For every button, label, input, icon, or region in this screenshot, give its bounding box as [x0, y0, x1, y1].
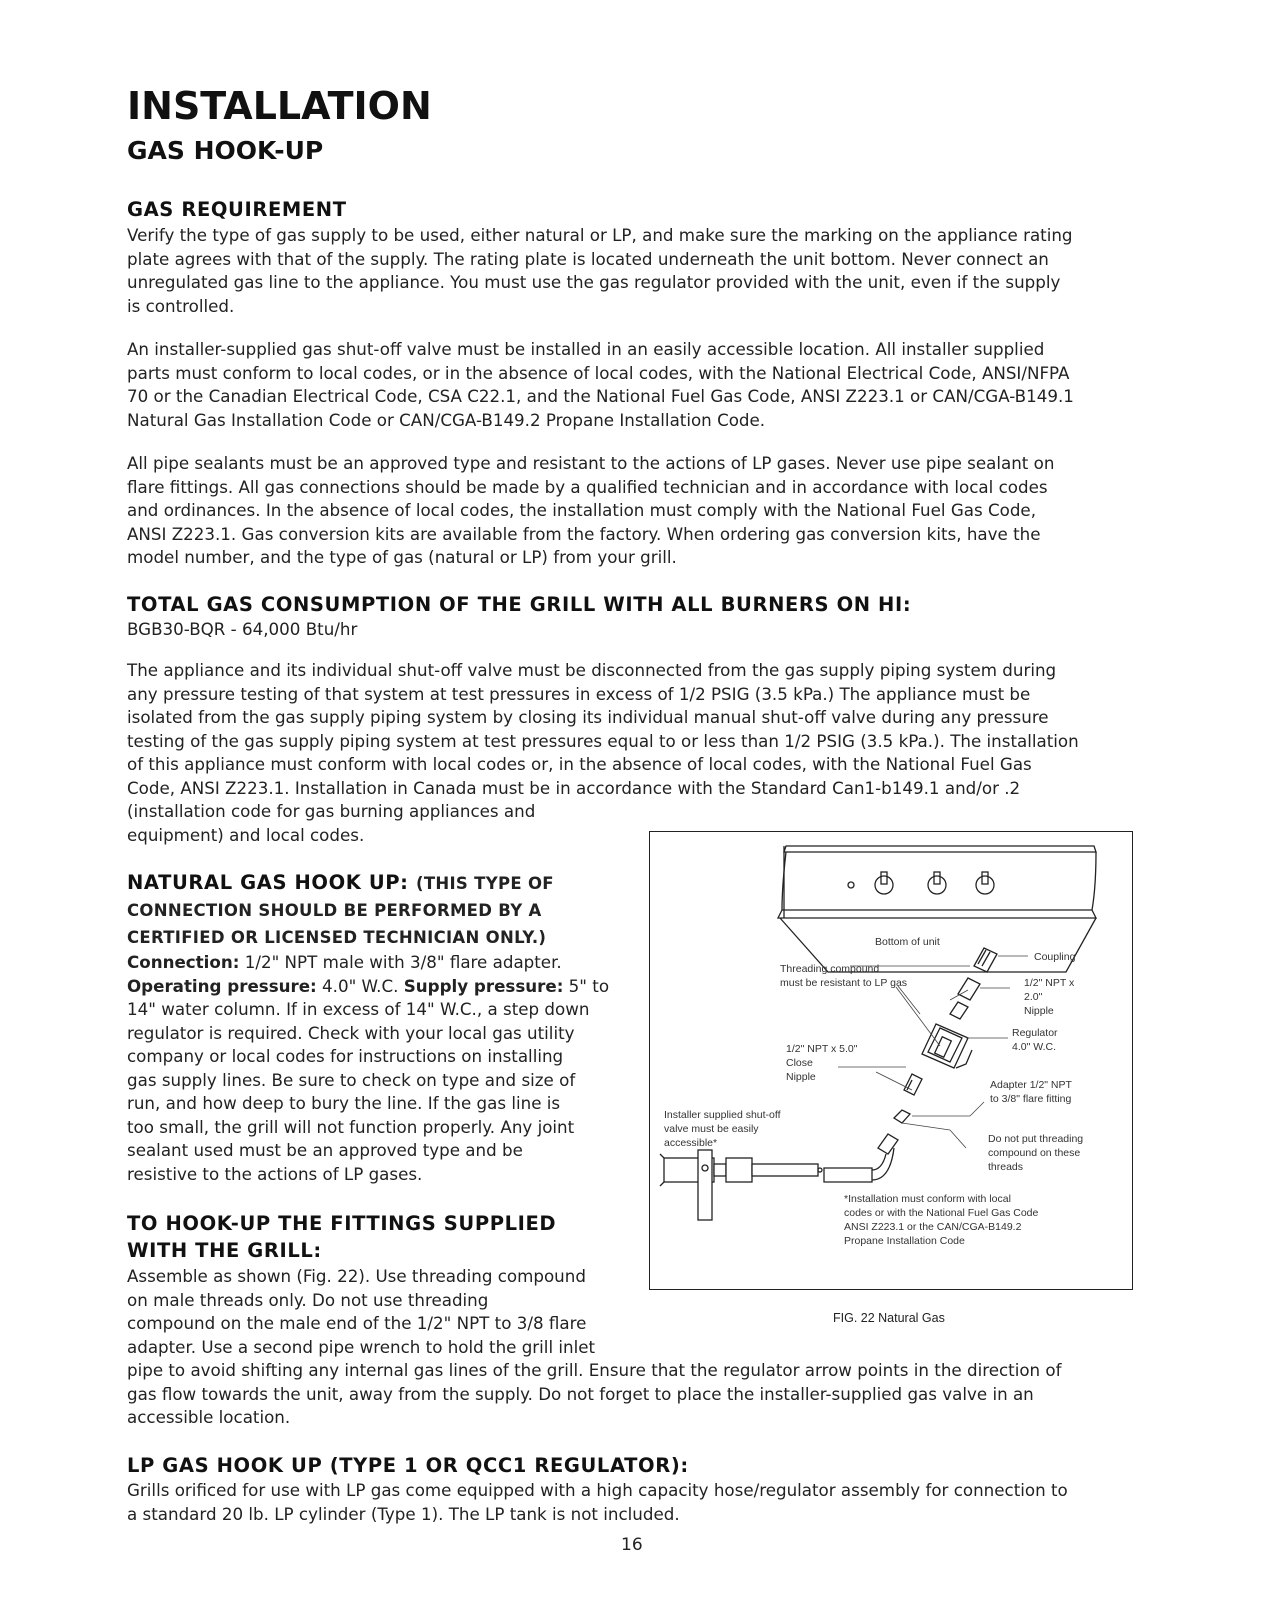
text-line: gas supply lines. Be sure to check on type and size of — [127, 1069, 576, 1090]
text-line: isolated from the gas supply piping system by closing its individual manual shut-off valve during any pressure — [127, 707, 1049, 727]
control-knobs — [848, 872, 994, 894]
coupling-fitting — [974, 948, 997, 972]
label-adapter-1: Adapter 1/2" NPT — [990, 1079, 1072, 1091]
connection-label: Connection: — [127, 952, 240, 972]
text-line: too small, the grill will not function properly. Any joint — [127, 1116, 575, 1137]
text-line: flare fittings. All gas connections should be made by a qualified technician and in accordance with local codes — [127, 476, 1048, 497]
label-shutoff-2: valve must be easily — [664, 1123, 759, 1135]
label-no-threading-1: Do not put threading — [988, 1133, 1084, 1145]
label-threading-compound-2: must be resistant to LP gas — [780, 977, 908, 989]
text-line: pipe to avoid shifting any internal gas lines of the grill. Ensure that the regulator arrow points in the direction of — [127, 1360, 1062, 1380]
gas-requirement-para-3 — [127, 452, 1137, 570]
install-note-1: *Installation must conform with local — [844, 1193, 1011, 1205]
operating-pressure-value: 4.0" W.C. — [316, 975, 404, 996]
nipple-2in — [950, 978, 980, 1019]
text-line: gas flow towards the unit, away from the supply. Do not forget to place the installer-supplied gas valve in an — [127, 1383, 1034, 1404]
natural-gas-body — [127, 951, 647, 1186]
label-shutoff-1: Installer supplied shut-off — [664, 1109, 781, 1121]
gas-hookup-diagram — [650, 832, 1131, 1288]
text-line: Assemble as shown (Fig. 22). Use threading compound — [127, 1266, 586, 1286]
label-regulator: Regulator — [1012, 1027, 1058, 1039]
label-npt-nipple-1: 1/2" NPT x — [1024, 977, 1075, 989]
text-line: is controlled. — [127, 295, 235, 316]
natural-gas-heading — [127, 869, 647, 951]
natural-gas-heading-note-2: CONNECTION SHOULD BE PERFORMED BY A — [127, 901, 542, 920]
label-shutoff-3: accessible* — [664, 1137, 718, 1149]
text-line: 14" water column. If in excess of 14" W.C., a step down — [127, 999, 590, 1019]
label-coupling: Coupling — [1034, 951, 1076, 963]
install-note-4: Propane Installation Code — [844, 1235, 965, 1247]
label-threading-compound: Threading compound — [780, 963, 880, 975]
page-title: INSTALLATION — [127, 84, 432, 128]
lp-gas-body — [127, 1479, 1137, 1526]
text-line: adapter. Use a second pipe wrench to hold the grill inlet — [127, 1336, 596, 1357]
text-line: model number, and the type of gas (natural or LP) from your grill. — [127, 547, 677, 567]
gas-requirement-para-1 — [127, 224, 1137, 318]
text-line: sealant used must be an approved type and be — [127, 1140, 523, 1160]
text-line: ANSI Z223.1. Gas conversion kits are available from the factory. When ordering gas conversion kits, have the — [127, 523, 1041, 544]
regulator-body — [922, 1024, 972, 1068]
pressure-testing-para — [127, 659, 1137, 847]
flare-elbow — [824, 1134, 898, 1182]
close-nipple-5in — [904, 1074, 922, 1095]
install-note-3: ANSI Z223.1 or the CAN/CGA-B149.2 — [844, 1221, 1022, 1233]
label-no-threading-2: compound on these — [988, 1147, 1081, 1159]
text-line: Code, ANSI Z223.1. Installation in Canada must be in accordance with the Standard Can1-b149.1 and/or .2 — [127, 777, 1021, 798]
natural-gas-heading-note: (THIS TYPE OF — [415, 874, 554, 893]
fittings-heading-line-2: WITH THE GRILL: — [127, 1239, 322, 1262]
model-consumption: BGB30-BQR - 64,000 Btu/hr — [127, 619, 358, 639]
label-bottom-of-unit: Bottom of unit — [875, 936, 940, 948]
install-note-2: codes or with the National Fuel Gas Code — [844, 1207, 1039, 1219]
text-line: any pressure testing of that system at test pressures in excess of 1/2 PSIG (3.5 kPa.) The appliance must be — [127, 683, 1031, 704]
text-line: An installer-supplied gas shut-off valve must be installed in an easily accessible location. All installer supplied — [127, 339, 1045, 359]
text-line: The appliance and its individual shut-off valve must be disconnected from the gas supply piping system during — [127, 660, 1057, 680]
page-subtitle: GAS HOOK-UP — [127, 136, 324, 165]
text-line: parts must conform to local codes, or in the absence of local codes, with the National Electrical Code, ANSI/NFPA — [127, 362, 1070, 383]
label-npt-nipple-2: 2.0" — [1024, 991, 1043, 1003]
natural-gas-heading-note-3: CERTIFIED OR LICENSED TECHNICIAN ONLY.) — [127, 928, 547, 947]
text-line: plate agrees with that of the supply. The rating plate is located underneath the unit bottom. Never connect an — [127, 248, 1049, 269]
text-line: compound on the male end of the 1/2" NPT to 3/8 flare — [127, 1313, 587, 1333]
lp-gas-heading: LP GAS HOOK UP (TYPE 1 OR QCC1 REGULATOR): — [127, 1454, 689, 1477]
total-gas-heading: TOTAL GAS CONSUMPTION OF THE GRILL WITH ALL BURNERS ON HI: — [127, 593, 912, 616]
text-line: testing of the gas supply piping system at test pressures equal to or less than 1/2 PSIG (3.5 kPa.). The installation — [127, 730, 1079, 751]
label-close-nipple-1: 1/2" NPT x 5.0" — [786, 1043, 858, 1055]
fittings-heading — [127, 1210, 647, 1264]
operating-pressure-label: Operating pressure: — [127, 975, 317, 996]
label-regulator-wc: 4.0" W.C. — [1012, 1041, 1056, 1053]
text-line: (installation code for gas burning appliances and — [127, 801, 536, 821]
label-npt-nipple-3: Nipple — [1024, 1005, 1054, 1017]
gas-requirement-heading: GAS REQUIREMENT — [127, 198, 347, 221]
text-line: regulator is required. Check with your local gas utility — [127, 1022, 575, 1043]
text-line: on male threads only. Do not use threading — [127, 1289, 489, 1310]
text-line: equipment) and local codes. — [127, 824, 365, 845]
figure-22-natural-gas — [649, 831, 1133, 1290]
text-line: accessible location. — [127, 1407, 291, 1427]
supply-pressure-value: 5" to — [563, 975, 610, 996]
label-close-nipple-3: Nipple — [786, 1071, 816, 1083]
label-adapter-2: to 3/8" flare fitting — [990, 1093, 1072, 1105]
text-line: of this appliance must conform with local codes or, in the absence of local codes, with the National Fuel Gas — [127, 754, 1032, 774]
text-line: run, and how deep to bury the line. If the gas line is — [127, 1093, 561, 1113]
text-line: Grills orificed for use with LP gas come equipped with a high capacity hose/regulator assembly for connection to — [127, 1480, 1068, 1500]
text-line: 70 or the Canadian Electrical Code, CSA C22.1, and the National Fuel Gas Code, ANSI Z223.1 or CAN/CGA-B149.1 — [127, 386, 1074, 406]
flare-adapter — [894, 1110, 910, 1123]
fittings-heading-line-1: TO HOOK-UP THE FITTINGS SUPPLIED — [127, 1212, 557, 1235]
figure-caption: FIG. 22 Natural Gas — [833, 1311, 945, 1325]
text-line: a standard 20 lb. LP cylinder (Type 1). The LP tank is not included. — [127, 1503, 680, 1524]
page-number: 16 — [621, 1535, 643, 1555]
text-line: All pipe sealants must be an approved type and resistant to the actions of LP gases. Never use pipe sealant on — [127, 453, 1055, 473]
text-line: resistive to the actions of LP gases. — [127, 1163, 423, 1184]
text-line: company or local codes for instructions on installing — [127, 1046, 564, 1066]
supply-pressure-label: Supply pressure: — [403, 975, 564, 996]
text-line: unregulated gas line to the appliance. You must use the gas regulator provided with the unit, even if the supply — [127, 272, 1061, 292]
label-no-threading-3: threads — [988, 1161, 1024, 1173]
connection-value: 1/2" NPT male with 3/8" flare adapter. — [239, 952, 562, 972]
shutoff-valve — [660, 1150, 822, 1220]
gas-requirement-para-2 — [127, 338, 1137, 432]
text-line: and ordinances. In the absence of local codes, the installation must comply with the National Fuel Gas Code, — [127, 500, 1036, 520]
text-line: Natural Gas Installation Code or CAN/CGA-B149.2 Propane Installation Code. — [127, 409, 766, 430]
label-close-nipple-2: Close — [786, 1057, 813, 1069]
text-line: Verify the type of gas supply to be used, either natural or LP, and make sure the marking on the appliance rating — [127, 225, 1073, 245]
natural-gas-heading-main: NATURAL GAS HOOK UP: — [127, 871, 416, 894]
